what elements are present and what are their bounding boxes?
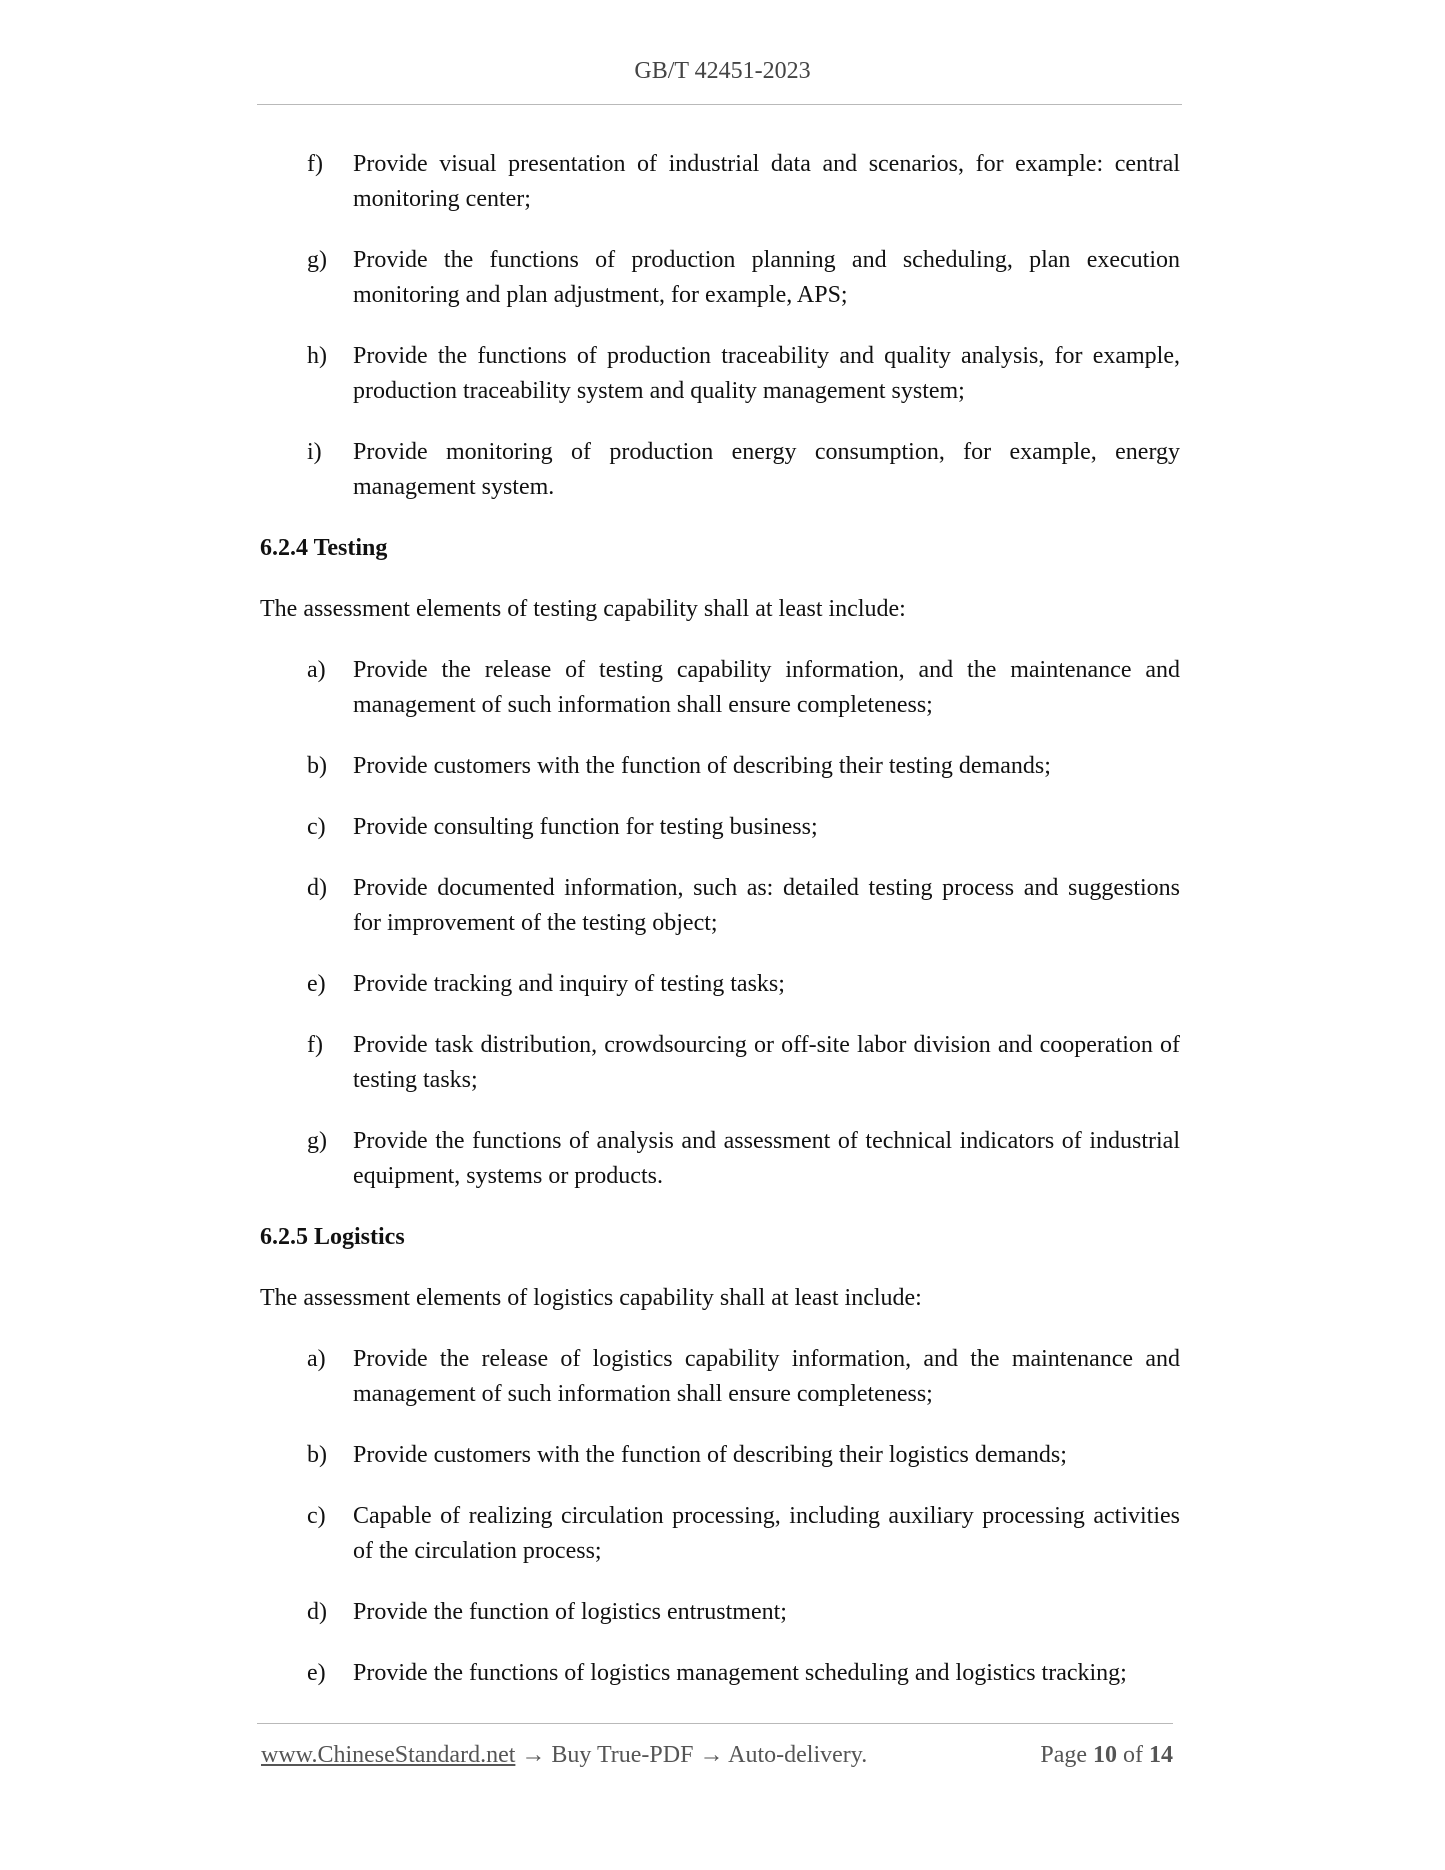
list-marker: c) xyxy=(307,814,326,840)
list-item-text: Provide the release of logistics capability information, and the maintenance and management of such information shall ensure completeness; xyxy=(353,1346,1180,1407)
document-body xyxy=(260,147,1180,1717)
list-marker: b) xyxy=(307,1442,327,1468)
list-item xyxy=(260,435,1180,505)
list-item xyxy=(260,749,1180,784)
page-current: 10 xyxy=(1093,1742,1117,1768)
section-heading-logistics: 6.2.5 Logistics xyxy=(260,1224,405,1250)
list-item xyxy=(260,1124,1180,1194)
section-intro-logistics: The assessment elements of logistics capability shall at least include: xyxy=(260,1285,922,1311)
list-item xyxy=(260,1595,1180,1630)
footer-divider xyxy=(257,1723,1173,1724)
page-word: Page xyxy=(1040,1742,1087,1768)
list-6-2-3-continued xyxy=(260,147,1180,505)
list-item xyxy=(260,871,1180,941)
list-item xyxy=(260,810,1180,845)
list-item xyxy=(260,1438,1180,1473)
footer-promo xyxy=(261,1742,867,1769)
list-item-text: Provide consulting function for testing business; xyxy=(353,814,818,840)
list-item xyxy=(260,1499,1180,1569)
list-item xyxy=(260,243,1180,313)
page-number xyxy=(1040,1742,1173,1769)
list-marker: d) xyxy=(307,875,327,901)
site-link[interactable]: www.ChineseStandard.net xyxy=(261,1742,516,1768)
list-item-text: Provide tracking and inquiry of testing tasks; xyxy=(353,971,785,997)
list-marker: h) xyxy=(307,343,327,369)
list-marker: b) xyxy=(307,753,327,779)
list-item-text: Provide the functions of logistics management scheduling and logistics tracking; xyxy=(353,1660,1127,1686)
list-item xyxy=(260,1028,1180,1098)
list-marker: d) xyxy=(307,1599,327,1625)
list-item xyxy=(260,653,1180,723)
list-item xyxy=(260,339,1180,409)
list-marker: g) xyxy=(307,1128,327,1154)
list-item xyxy=(260,967,1180,1002)
list-marker: e) xyxy=(307,971,326,997)
list-item xyxy=(260,1342,1180,1412)
section-heading-testing: 6.2.4 Testing xyxy=(260,535,388,561)
list-item-text: Provide customers with the function of describing their testing demands; xyxy=(353,753,1051,779)
list-item-text: Provide the functions of production traceability and quality analysis, for example, production traceability system and quality management system; xyxy=(353,343,1180,404)
list-item-text: Provide the release of testing capability information, and the maintenance and management of such information shall ensure completeness; xyxy=(353,657,1180,718)
of-word: of xyxy=(1123,1742,1143,1768)
list-item-text: Provide the function of logistics entrustment; xyxy=(353,1599,787,1625)
list-marker: f) xyxy=(307,1032,323,1058)
list-item-text: Provide task distribution, crowdsourcing or off-site labor division and cooperation of testing tasks; xyxy=(353,1032,1180,1093)
list-item-text: Provide the functions of analysis and assessment of technical indicators of industrial equipment, systems or products. xyxy=(353,1128,1180,1189)
list-marker: e) xyxy=(307,1660,326,1686)
list-logistics xyxy=(260,1342,1180,1691)
list-marker: c) xyxy=(307,1503,326,1529)
list-item-text: Capable of realizing circulation processing, including auxiliary processing activities of the circulation process; xyxy=(353,1503,1180,1564)
list-marker: f) xyxy=(307,151,323,177)
list-marker: a) xyxy=(307,1346,326,1372)
arrow-right-icon: → xyxy=(521,1742,546,1768)
section-intro-testing: The assessment elements of testing capability shall at least include: xyxy=(260,596,906,622)
list-marker: a) xyxy=(307,657,326,683)
list-item xyxy=(260,1656,1180,1691)
list-marker: g) xyxy=(307,247,327,273)
list-item-text: Provide documented information, such as: detailed testing process and suggestions for improvement of the testing object; xyxy=(353,875,1180,936)
list-item-text: Provide monitoring of production energy consumption, for example, energy management system. xyxy=(353,439,1180,500)
list-marker: i) xyxy=(307,439,322,465)
arrow-right-icon: → xyxy=(699,1742,724,1768)
header-divider xyxy=(257,104,1182,105)
list-item-text: Provide the functions of production planning and scheduling, plan execution monitoring and plan adjustment, for example, APS; xyxy=(353,247,1180,308)
delivery-text: Auto-delivery. xyxy=(728,1742,868,1768)
buy-text: Buy True-PDF xyxy=(551,1742,694,1768)
list-testing xyxy=(260,653,1180,1194)
list-item-text: Provide visual presentation of industrial data and scenarios, for example: central monitoring center; xyxy=(353,151,1180,212)
list-item-text: Provide customers with the function of describing their logistics demands; xyxy=(353,1442,1067,1468)
list-item xyxy=(260,147,1180,217)
page-header-title: GB/T 42451-2023 xyxy=(634,58,811,84)
page-total: 14 xyxy=(1149,1742,1173,1768)
